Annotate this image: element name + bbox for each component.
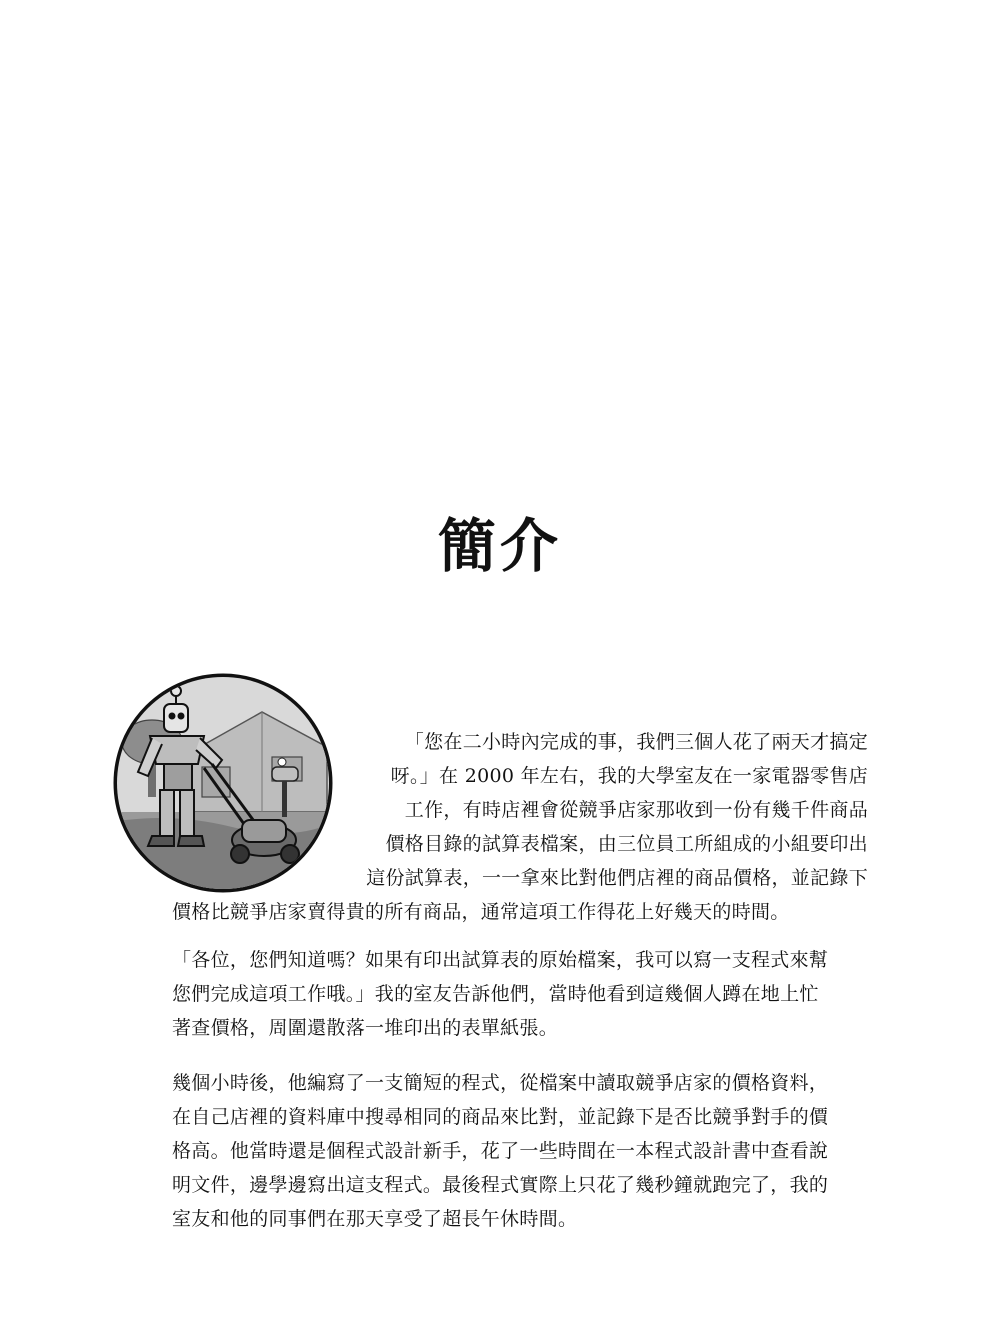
text-line: 「您在二小時內完成的事，我們三個人花了兩天才搞定: [404, 731, 868, 753]
intro-paragraph-3: [172, 1066, 868, 1236]
text-line: 價格目錄的試算表檔案，由三位員工所組成的小組要印出: [385, 833, 868, 855]
text-line: 價格比競爭店家賣得貴的所有商品，通常這項工作得花上好幾天的時間。: [172, 901, 790, 923]
text-line: 格高。他當時還是個程式設計新手，花了一些時間在一本程式設計書中查看說: [172, 1140, 829, 1162]
text-line: 這份試算表，一一拿來比對他們店裡的商品價格，並記錄下: [366, 867, 868, 889]
text-line: 工作，有時店裡會從競爭店家那收到一份有幾千件商品: [404, 799, 868, 821]
text-line: 幾個小時後，他編寫了一支簡短的程式，從檔案中讀取競爭店家的價格資料，: [172, 1072, 829, 1094]
text-line: 在自己店裡的資料庫中搜尋相同的商品來比對，並記錄下是否比競爭對手的價: [172, 1106, 829, 1128]
intro-paragraph-1: [172, 725, 868, 929]
text-line: 著查價格，周圍還散落一堆印出的表單紙張。: [172, 1017, 559, 1039]
text-line: 呀。」在 2000 年左右，我的大學室友在一家電器零售店: [390, 765, 868, 787]
chapter-title: 簡介: [437, 512, 562, 580]
text-line: 室友和他的同事們在那天享受了超長午休時間。: [172, 1208, 578, 1230]
text-line: 明文件，邊學邊寫出這支程式。最後程式實際上只花了幾秒鐘就跑完了，我的: [172, 1174, 829, 1196]
text-line: 「各位，您們知道嗎？如果有印出試算表的原始檔案，我可以寫一支程式來幫: [172, 949, 829, 971]
intro-paragraph-2: [172, 943, 868, 1045]
text-line: 您們完成這項工作哦。」我的室友告訴他們，當時他看到這幾個人蹲在地上忙: [172, 983, 819, 1005]
